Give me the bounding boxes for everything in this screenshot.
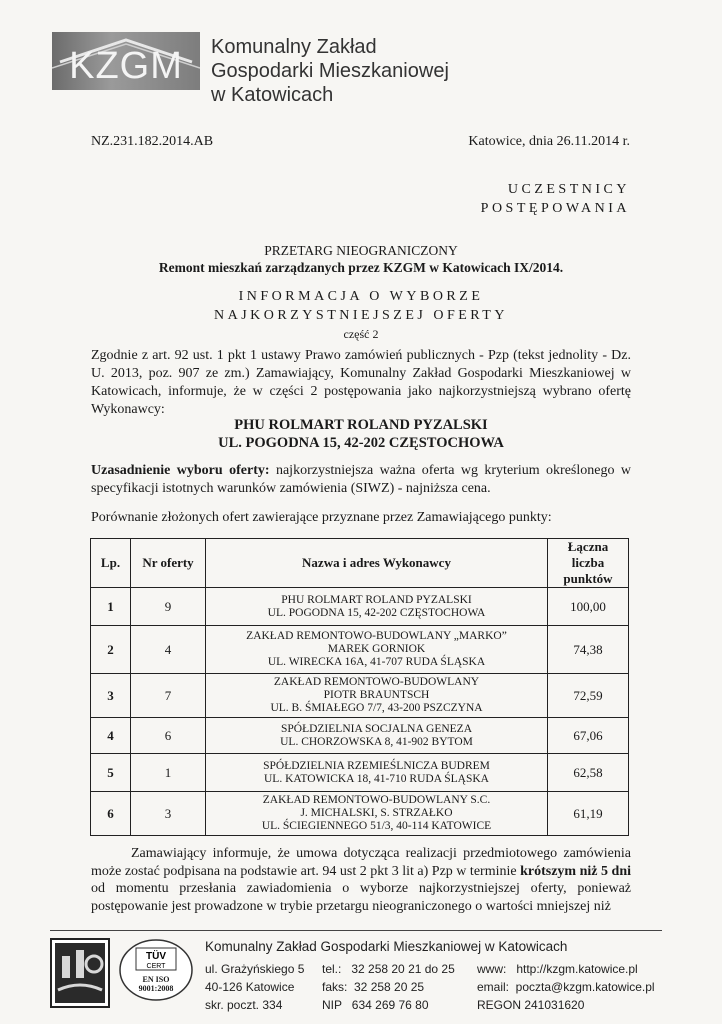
comparison-intro: Porównanie złożonych ofert zawierające przyznane przez Zamawiającego punkty: [91, 510, 552, 525]
footer-contact-line: tel.: 32 258 20 21 do 25 [322, 962, 455, 976]
header-points: Łączna liczba punktów [548, 539, 629, 588]
contractor-line: J. MICHALSKI, S. STRZAŁKO [300, 807, 453, 819]
footer-web-line: www: http://kzgm.katowice.pl [477, 962, 638, 976]
footer-address-line: 40-126 Katowice [205, 980, 295, 994]
company-name-header [211, 35, 471, 107]
addressee [481, 180, 630, 218]
header-offer-number: Nr oferty [131, 539, 206, 588]
closing-text-1: Zamawiający informuje, że umowa dotycząca realizacji przedmiotowego zamówienia może zostać podpisana na podstawie art. 94 ust 2 pkt 3 lit a) Pzp w terminie [91, 846, 631, 879]
logo-text: KZGM [69, 45, 183, 87]
tender-type: PRZETARG NIEOGRANICZONY [264, 243, 458, 258]
cell-contractor [206, 588, 548, 626]
contractor-line: UL. POGODNA 15, 42-202 CZĘSTOCHOWA [267, 606, 486, 619]
closing-paragraph [91, 845, 631, 915]
contractor-line: ZAKŁAD REMONTOWO-BUDOWLANY [273, 676, 480, 688]
cell-offer-number: 4 [131, 626, 206, 674]
cell-offer-number: 6 [131, 718, 206, 754]
justification-text: najkorzystniejsza ważna oferta wg kryterium określonego w specyfikacji istotnych warunków zamówienia (SIWZ) - najniższa cena. [91, 463, 632, 496]
table-row [91, 754, 629, 792]
cell-offer-number: 9 [131, 588, 206, 626]
header-contractor: Nazwa i adres Wykonawcy [206, 539, 548, 588]
notice-part: część 2 [343, 327, 379, 341]
offers-table [90, 538, 629, 836]
contractor-line: ZAKŁAD REMONTOWO-BUDOWLANY „MARKO” [246, 630, 507, 642]
cert-line: EN ISO [142, 975, 170, 984]
footer-contact-line: faks: 32 258 20 25 [322, 980, 425, 994]
justification [91, 462, 631, 498]
contractor-line: MAREK GORNIOK [327, 643, 426, 655]
cell-lp: 6 [91, 792, 131, 836]
cell-offer-number: 1 [131, 754, 206, 792]
notice-title-line: INFORMACJA O WYBORZE [238, 289, 484, 304]
contractor-line: UL. B. ŚMIAŁEGO 7/7, 43-200 PSZCZYNA [270, 702, 483, 714]
addressee-line: UCZESTNICY [507, 182, 630, 197]
cell-offer-number: 7 [131, 674, 206, 718]
tender-info [91, 242, 631, 276]
table-row [91, 626, 629, 674]
cell-points: 100,00 [548, 588, 629, 626]
contractor-line: SPÓŁDZIELNIA RZEMIEŚLNICZA BUDREM [263, 759, 490, 772]
cell-contractor [206, 754, 548, 792]
company-line: w Katowicach [211, 84, 334, 106]
cell-lp: 1 [91, 588, 131, 626]
contractor-line: ZAKŁAD REMONTOWO-BUDOWLANY S.C. [262, 794, 491, 806]
winner-name: PHU ROLMART ROLAND PYZALSKI [234, 417, 488, 433]
table-header-row [91, 539, 629, 588]
date-line: Katowice, dnia 26.11.2014 r. [468, 134, 630, 149]
cell-lp: 2 [91, 626, 131, 674]
cert-logo-text-2: CERT [146, 963, 166, 970]
intro-paragraph: Zgodnie z art. 92 ust. 1 pkt 1 ustawy Prawo zamówień publicznych - Pzp (tekst jednolity - Dz. U. 2013, poz. 907 ze zm.) Zamawiający, Komunalny Zakład Gospodarki Mieszkaniowej w Katowicach, informuje, że w części 2 postępowania jako najkorzystniejszą wybrano ofertę Wykonawcy: [91, 348, 631, 417]
reference-number: NZ.231.182.2014.AB [91, 134, 214, 149]
contractor-line: PIOTR BRAUNTSCH [323, 689, 430, 701]
cell-contractor [206, 626, 548, 674]
cell-lp: 4 [91, 718, 131, 754]
cell-points: 61,19 [548, 792, 629, 836]
cell-points: 62,58 [548, 754, 629, 792]
cell-lp: 5 [91, 754, 131, 792]
kzgm-logo [52, 32, 200, 90]
cert-logo-text-1: TÜV [146, 951, 166, 962]
closing-bold: krótszym niż 5 dni [520, 863, 631, 879]
tender-subject: Remont mieszkań zarządzanych przez KZGM w Katowicach IX/2014. [158, 260, 564, 275]
footer-address-line: skr. poczt. 334 [205, 998, 283, 1012]
contractor-line: UL. ŚCIEGIENNEGO 51/3, 40-114 KATOWICE [261, 820, 492, 832]
addressee-line: POSTĘPOWANIA [480, 201, 630, 216]
katowice-crest-icon [50, 938, 110, 1008]
winner-address: UL. POGODNA 15, 42-202 CZĘSTOCHOWA [218, 435, 504, 451]
cell-contractor [206, 718, 548, 754]
cert-line: 9001:2008 [138, 984, 174, 993]
footer-contact [322, 960, 455, 1014]
footer-divider [50, 930, 662, 931]
footer-address-line: ul. Grażyńskiego 5 [205, 962, 305, 976]
cell-contractor [206, 792, 548, 836]
winner-info [91, 416, 631, 452]
footer-company-name: Komunalny Zakład Gospodarki Mieszkaniowej w Katowicach [205, 939, 568, 954]
contractor-line: PHU ROLMART ROLAND PYZALSKI [281, 593, 472, 606]
table-row [91, 718, 629, 754]
company-line: Komunalny Zakład [211, 36, 377, 58]
offers-table-body [91, 588, 629, 836]
justification-label: Uzasadnienie wyboru oferty: [91, 463, 270, 478]
contractor-line: UL. KATOWICKA 18, 41-710 RUDA ŚLĄSKA [263, 772, 489, 785]
cert-label [118, 975, 194, 993]
footer-web [477, 960, 655, 1014]
contractor-line: UL. WIRECKA 16A, 41-707 RUDA ŚLĄSKA [267, 656, 486, 668]
footer-web-line: REGON 241031620 [477, 998, 585, 1012]
cell-points: 72,59 [548, 674, 629, 718]
cell-offer-number: 3 [131, 792, 206, 836]
cell-lp: 3 [91, 674, 131, 718]
table-row [91, 792, 629, 836]
notice-title-line: NAJKORZYSTNIEJSZEJ OFERTY [214, 308, 508, 323]
closing-text-2: od momentu przesłania zawiadomienia o wyborze najkorzystniejszej oferty, ponieważ postępowanie jest prowadzone w trybie przetargu nieograniczonego o wartości mniejszej niż [91, 881, 631, 914]
table-row [91, 588, 629, 626]
footer-contact-line: NIP 634 269 76 80 [322, 998, 429, 1012]
company-line: Gospodarki Mieszkaniowej [211, 60, 449, 82]
cell-points: 67,06 [548, 718, 629, 754]
contractor-line: SPÓŁDZIELNIA SOCJALNA GENEZA [280, 722, 473, 735]
table-row [91, 674, 629, 718]
footer-web-line: email: poczta@kzgm.katowice.pl [477, 980, 655, 994]
cell-contractor [206, 674, 548, 718]
header-lp: Lp. [91, 539, 131, 588]
footer-address [205, 960, 304, 1014]
contractor-line: UL. CHORZOWSKA 8, 41-902 BYTOM [280, 735, 473, 748]
cell-points: 74,38 [548, 626, 629, 674]
notice-title [91, 287, 631, 325]
